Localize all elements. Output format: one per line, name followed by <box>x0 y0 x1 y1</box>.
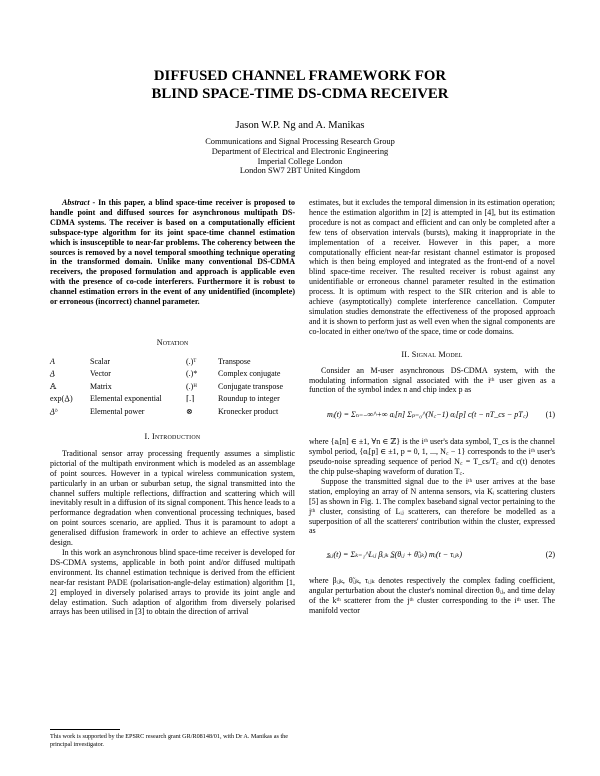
affiliation-line: London SW7 2BT United Kingdom <box>239 166 361 176</box>
paper-title <box>0 67 600 103</box>
section-heading: II. Signal Model <box>401 349 463 359</box>
notation-symbol: A̲ᵇ <box>50 406 58 416</box>
right-column <box>309 198 555 616</box>
notation-symbol-2: (.)ᵀ <box>186 356 197 366</box>
notation-desc: Matrix <box>90 381 112 391</box>
notation-desc: Elemental power <box>90 406 145 416</box>
equation-2 <box>309 539 555 573</box>
notation-desc: Scalar <box>90 356 110 366</box>
paragraph: where βᵢⱼₖ, θ̃ᵢⱼₖ, τᵢⱼₖ denotes respectively the complex fading coefficient, angular perturbation about the cluster's nominal direction θᵢⱼ, and time delay of the kᵗʰ scatterer from the jᵗʰ cluster corresponding to the iᵗʰ user. The manifold vector <box>309 576 555 616</box>
notation-title: Notation <box>156 338 189 347</box>
title-line-2: BLIND SPACE-TIME DS-CDMA RECEIVER <box>151 86 449 102</box>
notation-desc-2: Roundup to integer <box>218 394 280 404</box>
equation-1 <box>309 398 555 434</box>
notation-desc-2: Complex conjugate <box>218 369 281 379</box>
affiliation-line: Communications and Signal Processing Research Group <box>205 137 395 146</box>
equation-body: mᵢ(t) = Σₙ₌₋∞^+∞ aᵢ[n] Σₚ₌₀^(N꜀−1) αᵢ[p] c(t − nT_cs − pT꜀) <box>327 410 529 420</box>
left-column <box>50 198 295 307</box>
notation-symbol-2: (.)ᴴ <box>186 381 197 391</box>
footnote: This work is supported by the EPSRC research grant GR/R08148/01, with Dr A. Manikas as the principal investigator. <box>50 733 289 748</box>
notation-row <box>50 382 295 395</box>
notation-desc-2: Transpose <box>218 356 251 366</box>
notation-row <box>50 407 295 420</box>
notation-symbol-2: (.)* <box>186 369 198 379</box>
affiliation-line: Imperial College London <box>257 156 343 166</box>
notation-symbol-2: ⊗ <box>186 406 193 416</box>
affiliation-line: Department of Electrical and Electronic Engineering <box>211 146 389 156</box>
paragraph: Suppose the transmitted signal due to the iᵗʰ user arrives at the base station, employing an array of N antenna sensors, via Kᵢ scattering clusters [5] as shown in Fig. 1. The complex baseband signal vector pertaining to the jᵗʰ cluster, consisting of Lᵢⱼ scatterers, can therefore be modelled as a superposition of all the scatterers' contribution within the cluster, expressed as <box>309 476 555 536</box>
paragraph: where {aᵢ[n] ∈ ±1, ∀n ∈ ℤ} is the iᵗʰ user's data symbol, T_cs is the channel symbol period, {αᵢ[p] ∈ ±1, p = 0, 1, ..., N꜀ − 1} corresponds to the iᵗʰ user's pseudo-noise spreading sequence of period N꜀ = T_cs/T꜀ and c(t) denotes the chip pulse-shaping waveform of duration T꜀. <box>309 437 555 477</box>
notation-row <box>50 357 295 370</box>
notation-desc: Vector <box>90 369 111 379</box>
equation-number: (1) <box>545 410 555 420</box>
notation-symbol: exp(A̲) <box>50 394 73 404</box>
authors: Jason W.P. Ng and A. Manikas <box>235 120 365 131</box>
equation-body: s̲ᵢⱼ(t) = Σₖ₌₁^Lᵢⱼ βᵢⱼₖ S̲(θᵢⱼ + θ̃ᵢⱼₖ) mᵢ(t − τᵢⱼₖ) <box>327 550 463 560</box>
affiliation <box>0 137 600 176</box>
notation-desc-2: Kronecker product <box>218 406 279 416</box>
notation-row <box>50 369 295 382</box>
paragraph: Consider an M-user asynchronous DS-CDMA system, with the modulating information signal associated with the iᵗʰ user given as a function of the symbol index n and chip index p as <box>309 365 555 395</box>
footnote-rule <box>50 729 120 730</box>
notation-row <box>50 394 295 407</box>
notation-symbol: A̲ <box>50 369 55 379</box>
paragraph: In this work an asynchronous blind space-time receiver is developed for DS-CDMA systems, applicable in both point and/or diffused multipath environment. Its channel estimation technique is derived from the efficient near-far resistant PADE (polarisation-angle-delay estimation) algorithm [1, 2] employed in diversely polarised arrays to provide its joint angle and delay estimation. Such adaption of algorithm from diversely polarised arrays has been utilised in [3] to obtain the direction of arrival <box>50 547 295 617</box>
paragraph: Traditional sensor array processing frequently assumes a simplistic pictorial of the multipath environment which is modeled as an assemblage of point sources. However in a typical wireless communication system, particularly in an urban or suburban setup, the signal transmitted into the channel suffers multiple reflections, diffraction and scattering which will inevitably result in a diffusion of its signal component. This hence leads to a performance degradation when conventional processing techniques, based on point sources scenario, are applied. Thus it is paramount to adopt a generalised diffusion framework in order to achieve an effective system design. <box>50 448 295 548</box>
section-heading: I. Introduction <box>144 432 201 441</box>
introduction-section <box>50 432 295 617</box>
notation-section <box>50 338 295 419</box>
notation-symbol: 𝔸 <box>50 381 57 391</box>
abstract-text: - In this paper, a blind space-time receiver is proposed to handle point and diffused sources for asynchronous multipath DS-CDMA systems. The receiver is based on a computationally efficient subspace-type algorithm for its joint space-time channel estimation which is insusceptible to near-far problems. The coherency between the sources is removed by a novel temporal smoothing technique operating in the transformed domain. Unlike many conventional DS-CDMA receivers, the proposed formulation and approach is applicable even with the presence of co-code interferers. Furthermore it is robust to channel estimation errors in the event of any unidentified (incomplete) or erroneous (incorrect) channel parameter. <box>50 198 295 307</box>
equation-number: (2) <box>545 550 555 560</box>
notation-symbol-2: ⌈.⌉ <box>186 394 195 404</box>
notation-desc-2: Conjugate transpose <box>218 381 284 391</box>
abstract <box>50 198 295 307</box>
notation-desc: Elemental exponential <box>90 394 162 404</box>
notation-symbol: A <box>50 356 55 366</box>
title-line-1: DIFFUSED CHANNEL FRAMEWORK FOR <box>153 68 447 84</box>
abstract-label: Abstract <box>62 198 90 207</box>
paragraph: estimates, but it excludes the temporal dimension in its estimation operation; hence the estimation algorithm in [2] is attempted in [4], but its estimation procedure is not as compact and efficient and can only be completed after a few tens of observation intervals (bursts), making it inappropriate in the implementation of a receiver. However in this paper, a more computationally efficient near-far resistant channel estimator is proposed which is then being employed and integrated as the front-end of a novel blind space-time receiver. The resulted receiver is robust against any unidentifiable or erroneous channel parameter resulted in the estimation process. It is optimum with respect to the SIR criterion and is able to achieve (asymptotically) complete interference cancellation. Computer simulation studies demonstrate the effectiveness of the proposed approach and it is shown to perform just as well even when the signal components are co-located in either one/two of the space, time or code domains. <box>309 198 555 336</box>
